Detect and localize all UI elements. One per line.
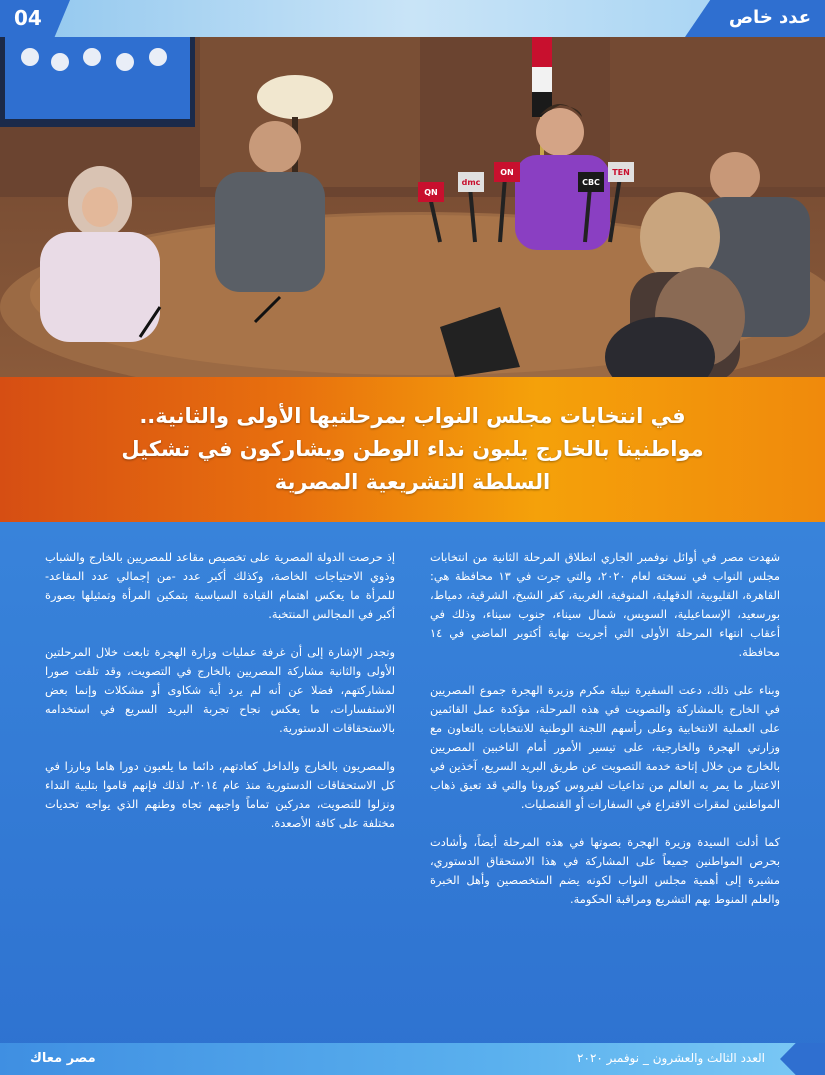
mic-label: CBC — [582, 178, 600, 187]
article-column-right — [430, 548, 780, 928]
headline-line: في انتخابات مجلس النواب بمرحلتيها الأولى والثانية.. — [139, 404, 686, 428]
paragraph: وتجدر الإشارة إلى أن غرفة عمليات وزارة الهجرة تابعت خلال المرحلتين الأولى والثانية مشاركة المصريين بالخارج في التصويت، وقد تلقت صورا لمشاركتهم، فضلا عن أنه لم يرد أية شكاوى أو مشكلات وإنما بعض الاستفسارات، ما يعكس نجاح تجربة البريد السريع في استخدامه بالاستحقاقات الدستورية. — [45, 645, 395, 735]
paragraph: شهدت مصر في أوائل نوفمبر الجاري انطلاق المرحلة الثانية من انتخابات مجلس النواب في نسخته لعام ٢٠٢٠، والتي جرت في ١٣ محافظة هي: القاهرة، القليوبية، الدقهلية، المنوفية، الغربية، كفر الشيخ، الشرقية، دمياط، بورسعيد، الإسماعيلية، السويس، شمال سيناء، جنوب سيناء، وذلك في أعقاب انتهاء المرحلة الأولى التي أجريت نهاية أكتوبر الماضي في ١٤ محافظة. — [430, 550, 780, 659]
paragraph: كما أدلت السيدة وزيرة الهجرة بصوتها في هذه المرحلة أيضاً، وأشادت بحرص المواطنين جميعاً على المشاركة في هذا الاستحقاق الدستوري، مشيرة إلى أهمية مجلس النواب لكونه يضم المتخصصين وأهل الخبرة والعلم المنوط بهم التشريع ومراقبة الحكومة. — [430, 835, 780, 906]
mic-label: TEN — [612, 168, 630, 177]
mic-label: dmc — [461, 178, 481, 187]
section-title: عدد خاص — [728, 7, 811, 28]
paragraph: وبناء على ذلك، دعت السفيرة نبيلة مكرم وزيرة الهجرة جموع المصريين في الخارج بالمشاركة والتصويت في هذه المرحلة، مؤكدة عمل القائمين على العملية الانتخابية وعلى رأسهم اللجنة الوطنية للانتخابات بالتعاون مع وزارتي الهجرة والخارجية، على تيسير الأمور أمام الناخبين المصريين بالخارج من خلال إتاحة خدمة التصويت عن طريق البريد السريع، آخذين في الاعتبار ما يمر به العالم من تداعيات لفيروس كورونا والتي قد تعيق ذهاب المواطنين لمقرات الاقتراع في السفارات أو القنصليات. — [430, 683, 780, 811]
paragraph: إذ حرصت الدولة المصرية على تخصيص مقاعد للمصريين بالخارج والشباب وذوي الاحتياجات الخاصة، وكذلك أكبر عدد -من إجمالي عدد المقاعد- للمرأة ما يعكس اهتمام القيادة السياسية بتمكين المرأة وتمثيلها بصورة أكبر في المجالس المنتخبة. — [45, 550, 395, 621]
paragraph: والمصريون بالخارج والداخل كعادتهم، دائما ما يلعبون دورا هاما وبارزا في كل الاستحقاقات الدستورية منذ عام ٢٠١٤، لذلك فإنهم قاموا بتلبية النداء ونزلوا للتصويت، مدركين تماماً واجبهم تجاه وطنهم الذي يواجه تحديات مختلفة على كافة الأصعدة. — [45, 759, 395, 830]
page-footer — [0, 1043, 825, 1075]
page-number: 04 — [14, 6, 42, 30]
headline-line: مواطنينا بالخارج يلبون نداء الوطن ويشاركون في تشكيل — [121, 437, 704, 461]
article-headline — [121, 400, 703, 499]
corner-arrow-icon — [780, 1043, 825, 1075]
press-conference-photo — [0, 37, 825, 377]
magazine-name: مصر معاك — [30, 1051, 96, 1066]
mic-label: ON — [500, 168, 514, 177]
headline-banner — [0, 377, 825, 522]
mic-label: QN — [424, 188, 438, 197]
headline-line: السلطة التشريعية المصرية — [274, 470, 551, 494]
issue-info: العدد الثالث والعشرون _ نوفمبر ٢٠٢٠ — [577, 1051, 765, 1065]
article-column-left — [45, 548, 395, 852]
